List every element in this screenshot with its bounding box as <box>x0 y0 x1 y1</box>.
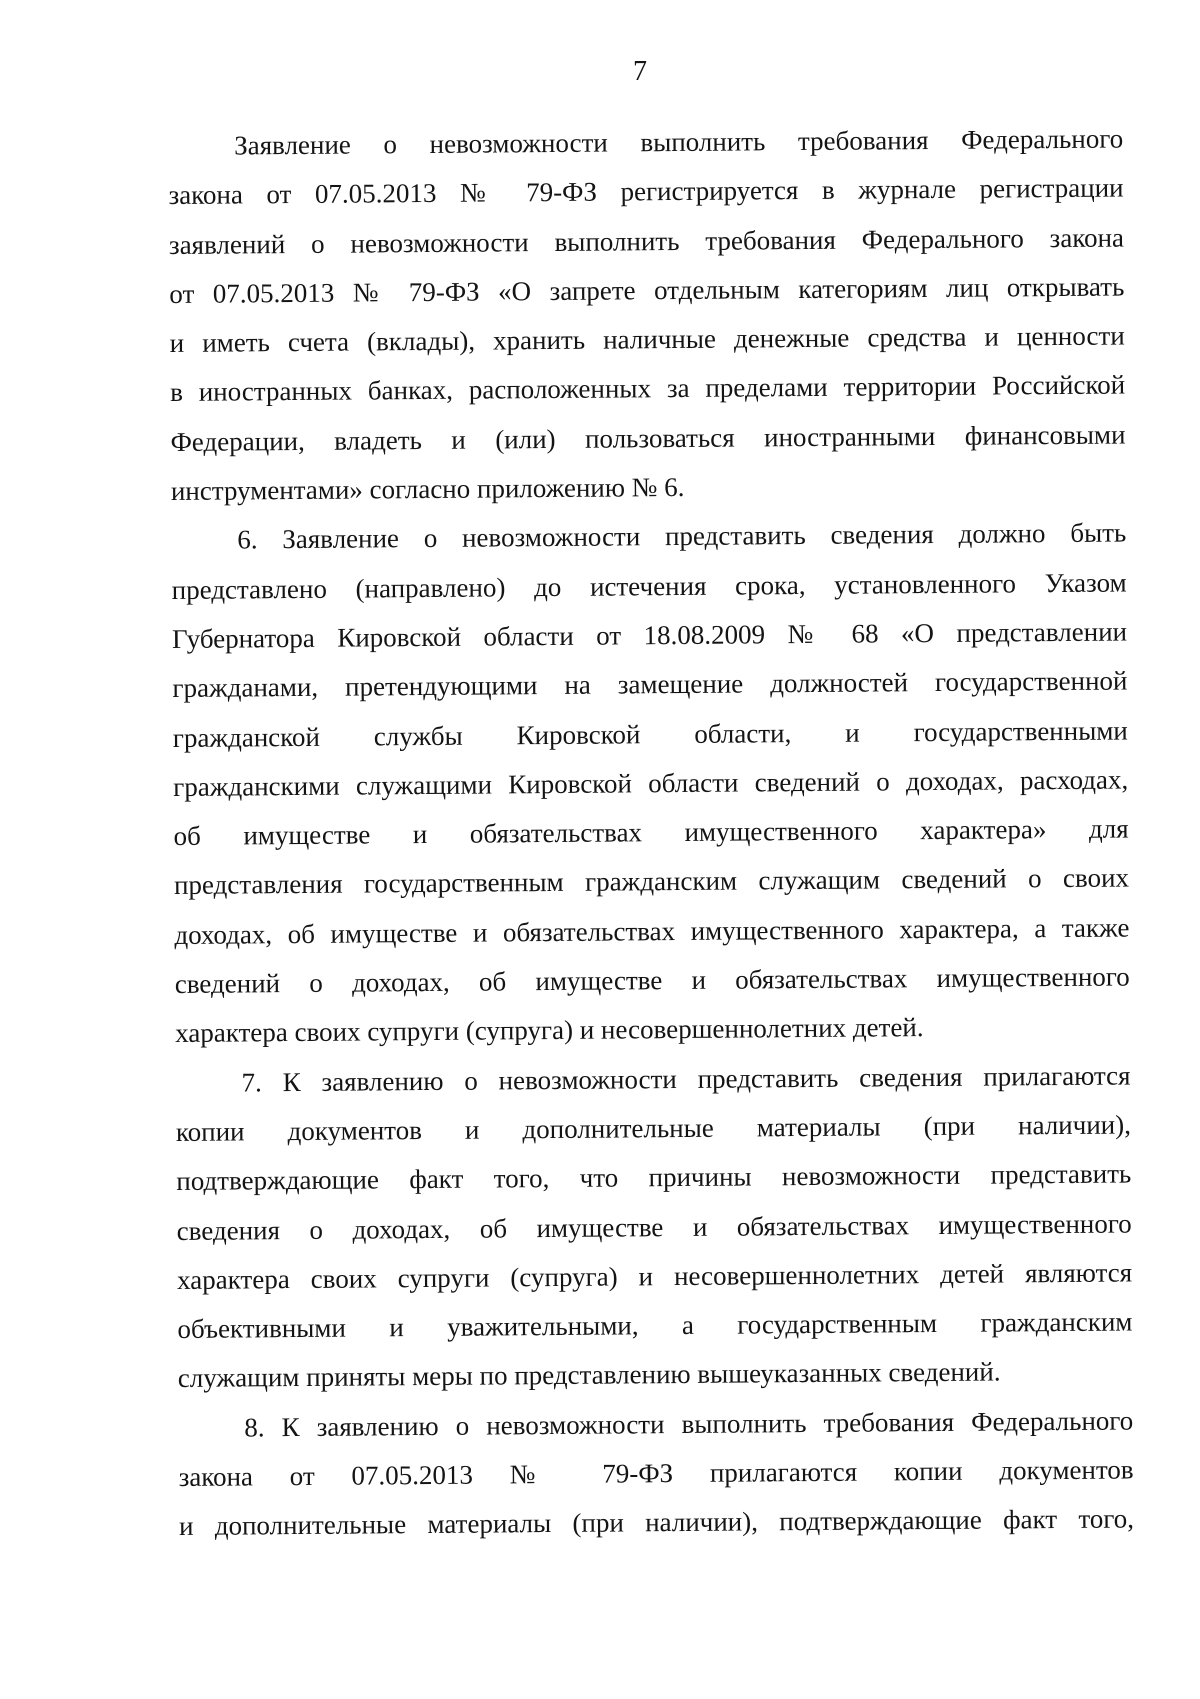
text-line: об имуществе и обязательствах имущественного характера» для <box>173 813 1129 852</box>
text-line: закона от 07.05.2013 № 79-ФЗ прилагаются копии документов <box>178 1454 1134 1492</box>
text-line: представления государственным гражданским служащим сведений о своих <box>173 862 1130 901</box>
text-line: служащим приняты меры по представлению вышеуказанных сведений. <box>177 1356 1001 1394</box>
text-line: объективными и уважительными, а государственным гражданским <box>177 1306 1133 1345</box>
text-line: заявлений о невозможности выполнить требования Федерального закона <box>168 222 1125 260</box>
text-line: гражданскими служащими Кировской области сведений о доходах, расходах, <box>173 764 1129 802</box>
text-line: характера своих супруги (супруга) и несовершеннолетних детей. <box>175 1012 924 1049</box>
text-line: и дополнительные материалы (при наличии), подтверждающие факт того, <box>178 1503 1135 1542</box>
text-line: сведений о доходах, об имуществе и обязательствах имущественного <box>174 961 1130 1000</box>
paragraph-item-8 <box>178 1396 1134 1551</box>
text-line: гражданами, претендующими на замещение должностей государственной <box>172 665 1128 704</box>
text-line: Заявление о невозможности выполнить требования Федерального <box>234 123 1124 161</box>
text-line: гражданской службы Кировской области, и государственными <box>172 715 1128 753</box>
text-line: 7. К заявлению о невозможности представить сведения прилагаются <box>241 1060 1131 1098</box>
text-line: характера своих супруги (супруга) и несовершеннолетних детей являются <box>176 1257 1133 1295</box>
paragraph-statement-registration <box>168 114 1126 516</box>
text-line: закона от 07.05.2013 № 79-ФЗ регистрируется в журнале регистрации <box>168 172 1124 211</box>
text-line: от 07.05.2013 № 79-ФЗ «О запрете отдельным категориям лиц открывать <box>169 271 1125 309</box>
text-line: сведения о доходах, об имуществе и обязательствах имущественного <box>176 1207 1132 1246</box>
text-line: и иметь счета (вклады), хранить наличные денежные средства и ценности <box>169 320 1125 359</box>
text-line: в иностранных банках, расположенных за пределами территории Российской <box>170 369 1126 408</box>
paragraph-item-6 <box>171 509 1130 1059</box>
text-line: представлено (направлено) до истечения срока, установленного Указом <box>171 567 1127 605</box>
text-line: копии документов и дополнительные материалы (при наличии), <box>175 1109 1132 1147</box>
text-line: инструментами» согласно приложению № 6. <box>170 472 685 507</box>
paragraph-item-7 <box>175 1051 1133 1404</box>
text-line: Федерации, владеть и (или) пользоваться иностранными финансовыми <box>170 419 1126 457</box>
document-body <box>168 114 1134 1551</box>
text-line: Губернатора Кировской области от 18.08.2009 № 68 «О представлении <box>171 616 1128 654</box>
text-line: 8. К заявлению о невозможности выполнить требования Федерального <box>244 1405 1134 1443</box>
text-line: 6. Заявление о невозможности представить сведения должно быть <box>237 517 1127 555</box>
page-number: 7 <box>633 56 647 87</box>
text-line: доходах, об имуществе и обязательствах имущественного характера, а также <box>174 912 1130 950</box>
text-line: подтверждающие факт того, что причины невозможности представить <box>176 1158 1132 1197</box>
